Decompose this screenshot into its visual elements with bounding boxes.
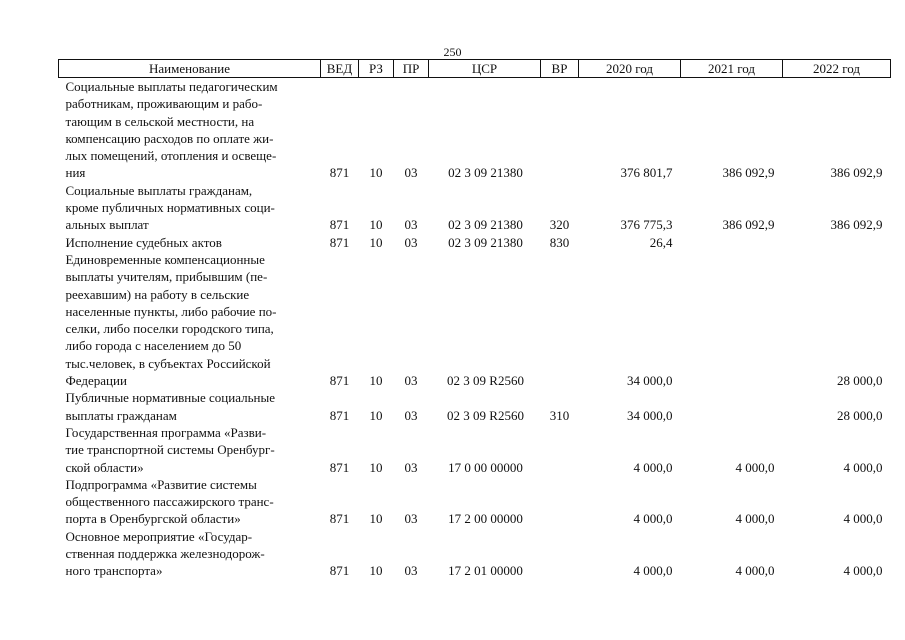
cell-2022 bbox=[783, 182, 891, 234]
cell-2022-value: 28 000,0 bbox=[837, 407, 883, 423]
cell-pr bbox=[394, 389, 429, 424]
cell-2022 bbox=[783, 528, 891, 580]
name-line: Подпрограмма «Развитие системы bbox=[65, 476, 257, 492]
name-line: тие транспортной системы Оренбург- bbox=[65, 442, 275, 458]
table-row bbox=[59, 424, 891, 476]
cell-2021 bbox=[681, 476, 783, 528]
cell-rz bbox=[359, 182, 394, 234]
cell-2021 bbox=[681, 182, 783, 234]
cell-2020 bbox=[579, 78, 681, 182]
cell-name bbox=[59, 528, 321, 580]
cell-pr bbox=[394, 182, 429, 234]
name-line: альных выплат bbox=[65, 217, 149, 233]
cell-2020 bbox=[579, 389, 681, 424]
cell-2022 bbox=[783, 424, 891, 476]
table-row bbox=[59, 251, 891, 389]
cell-name bbox=[59, 182, 321, 234]
cell-2022 bbox=[783, 476, 891, 528]
cell-vr bbox=[541, 389, 579, 424]
cell-2020-value: 376 801,7 bbox=[620, 165, 673, 181]
cell-vr bbox=[541, 528, 579, 580]
cell-csr bbox=[429, 476, 541, 528]
cell-rz-value: 10 bbox=[369, 373, 383, 389]
cell-2022 bbox=[783, 251, 891, 389]
name-line: ственная поддержка железнодорож- bbox=[65, 546, 265, 562]
name-line: выплаты гражданам bbox=[65, 407, 177, 423]
header-csr: ЦСР bbox=[429, 60, 541, 78]
cell-2022-value: 386 092,9 bbox=[830, 165, 883, 181]
cell-ved-value: 871 bbox=[329, 459, 350, 475]
cell-pr bbox=[394, 234, 429, 251]
cell-2020 bbox=[579, 528, 681, 580]
cell-vr-value: 310 bbox=[549, 407, 570, 423]
cell-csr bbox=[429, 528, 541, 580]
cell-rz-value: 10 bbox=[369, 459, 383, 475]
header-2020: 2020 год bbox=[579, 60, 681, 78]
cell-csr bbox=[429, 389, 541, 424]
cell-vr bbox=[541, 78, 579, 182]
cell-pr bbox=[394, 476, 429, 528]
cell-name bbox=[59, 424, 321, 476]
cell-ved bbox=[321, 182, 359, 234]
cell-rz bbox=[359, 251, 394, 389]
header-vr: ВР bbox=[541, 60, 579, 78]
cell-rz-value: 10 bbox=[369, 217, 383, 233]
cell-2020-value: 26,4 bbox=[649, 234, 673, 250]
name-line: лых помещений, отопления и освеще- bbox=[65, 148, 277, 164]
name-line: работникам, проживающим и рабо- bbox=[65, 96, 263, 112]
header-pr: ПР bbox=[394, 60, 429, 78]
cell-2020 bbox=[579, 476, 681, 528]
cell-2022-value: 4 000,0 bbox=[843, 459, 883, 475]
cell-ved bbox=[321, 234, 359, 251]
cell-csr bbox=[429, 251, 541, 389]
cell-2020 bbox=[579, 234, 681, 251]
name-line: ного транспорта» bbox=[65, 563, 163, 579]
cell-ved bbox=[321, 389, 359, 424]
cell-name bbox=[59, 78, 321, 182]
cell-csr-value: 02 3 09 21380 bbox=[448, 217, 523, 233]
name-line: выплаты учителям, прибывшим (пе- bbox=[65, 269, 268, 285]
name-line: тающим в сельской местности, на bbox=[65, 113, 255, 129]
cell-ved-value: 871 bbox=[329, 407, 350, 423]
table-row bbox=[59, 476, 891, 528]
cell-vr bbox=[541, 182, 579, 234]
cell-vr bbox=[541, 476, 579, 528]
cell-rz-value: 10 bbox=[369, 511, 383, 527]
cell-ved-value: 871 bbox=[329, 563, 350, 579]
cell-name bbox=[59, 476, 321, 528]
table-row bbox=[59, 78, 891, 182]
cell-2021 bbox=[681, 389, 783, 424]
table-row bbox=[59, 182, 891, 234]
cell-ved-value: 871 bbox=[329, 217, 350, 233]
cell-csr-value: 02 3 09 R2560 bbox=[447, 373, 524, 389]
name-line: ской области» bbox=[65, 459, 144, 475]
cell-pr bbox=[394, 424, 429, 476]
budget-table bbox=[58, 59, 891, 580]
cell-vr-value: 320 bbox=[549, 217, 570, 233]
cell-pr-value: 03 bbox=[404, 459, 418, 475]
cell-2020-value: 34 000,0 bbox=[627, 373, 673, 389]
cell-2021-value: 386 092,9 bbox=[722, 217, 775, 233]
cell-2020-value: 4 000,0 bbox=[633, 511, 673, 527]
page-number: 250 bbox=[443, 45, 462, 59]
header-ved: ВЕД bbox=[321, 60, 359, 78]
cell-csr-value: 02 3 09 R2560 bbox=[447, 407, 524, 423]
table-row bbox=[59, 389, 891, 424]
cell-ved-value: 871 bbox=[329, 234, 350, 250]
cell-pr-value: 03 bbox=[404, 373, 418, 389]
header-2021: 2021 год bbox=[681, 60, 783, 78]
cell-2020-value: 4 000,0 bbox=[633, 563, 673, 579]
cell-csr-value: 17 2 01 00000 bbox=[448, 563, 523, 579]
cell-csr bbox=[429, 78, 541, 182]
cell-ved-value: 871 bbox=[329, 511, 350, 527]
cell-rz-value: 10 bbox=[369, 234, 383, 250]
cell-2022-value: 28 000,0 bbox=[837, 373, 883, 389]
cell-name bbox=[59, 389, 321, 424]
cell-rz bbox=[359, 78, 394, 182]
cell-2020 bbox=[579, 251, 681, 389]
cell-2022-value: 4 000,0 bbox=[843, 511, 883, 527]
header-row bbox=[59, 60, 891, 78]
header-rz: РЗ bbox=[359, 60, 394, 78]
name-line: общественного пассажирского транс- bbox=[65, 494, 274, 510]
table-row bbox=[59, 234, 891, 251]
cell-pr-value: 03 bbox=[404, 234, 418, 250]
cell-2021 bbox=[681, 78, 783, 182]
cell-2021 bbox=[681, 424, 783, 476]
cell-ved bbox=[321, 251, 359, 389]
cell-pr bbox=[394, 251, 429, 389]
cell-2021 bbox=[681, 528, 783, 580]
cell-name bbox=[59, 234, 321, 251]
name-line: Исполнение судебных актов bbox=[65, 234, 222, 250]
cell-csr bbox=[429, 424, 541, 476]
cell-ved-value: 871 bbox=[329, 165, 350, 181]
cell-2022-value: 386 092,9 bbox=[830, 217, 883, 233]
table-row bbox=[59, 528, 891, 580]
name-line: Федерации bbox=[65, 373, 127, 389]
name-line: порта в Оренбургской области» bbox=[65, 511, 241, 527]
name-line: реехавшим) на работу в сельские bbox=[65, 286, 250, 302]
cell-2021-value: 4 000,0 bbox=[735, 511, 775, 527]
cell-vr-value: 830 bbox=[549, 234, 570, 250]
cell-csr bbox=[429, 182, 541, 234]
cell-2020-value: 4 000,0 bbox=[633, 459, 673, 475]
name-line: либо города с населением до 50 bbox=[65, 338, 242, 354]
header-name: Наименование bbox=[59, 60, 321, 78]
cell-pr-value: 03 bbox=[404, 407, 418, 423]
name-line: Публичные нормативные социальные bbox=[65, 390, 275, 406]
cell-rz-value: 10 bbox=[369, 165, 383, 181]
name-line: кроме публичных нормативных соци- bbox=[65, 200, 275, 216]
name-line: тыс.человек, в субъектах Российской bbox=[65, 355, 271, 371]
cell-2020-value: 376 775,3 bbox=[620, 217, 673, 233]
cell-rz bbox=[359, 234, 394, 251]
name-line: Основное мероприятие «Государ- bbox=[65, 528, 253, 544]
cell-ved bbox=[321, 476, 359, 528]
cell-ved bbox=[321, 528, 359, 580]
cell-csr bbox=[429, 234, 541, 251]
cell-2021-value: 4 000,0 bbox=[735, 459, 775, 475]
cell-2022-value: 4 000,0 bbox=[843, 563, 883, 579]
cell-rz bbox=[359, 528, 394, 580]
cell-2021 bbox=[681, 251, 783, 389]
cell-name bbox=[59, 251, 321, 389]
cell-pr bbox=[394, 78, 429, 182]
cell-2020 bbox=[579, 182, 681, 234]
header-2022: 2022 год bbox=[783, 60, 891, 78]
cell-csr-value: 02 3 09 21380 bbox=[448, 165, 523, 181]
cell-rz-value: 10 bbox=[369, 563, 383, 579]
cell-csr-value: 02 3 09 21380 bbox=[448, 234, 523, 250]
cell-rz-value: 10 bbox=[369, 407, 383, 423]
name-line: ния bbox=[65, 165, 86, 181]
cell-pr-value: 03 bbox=[404, 563, 418, 579]
cell-ved-value: 871 bbox=[329, 373, 350, 389]
cell-2022 bbox=[783, 389, 891, 424]
cell-2021-value: 386 092,9 bbox=[722, 165, 775, 181]
table-body bbox=[59, 78, 891, 580]
cell-2022 bbox=[783, 78, 891, 182]
cell-2022 bbox=[783, 234, 891, 251]
name-line: Социальные выплаты педагогическим bbox=[65, 79, 278, 94]
table-header bbox=[59, 60, 891, 78]
name-line: Социальные выплаты гражданам, bbox=[65, 182, 253, 198]
cell-2021 bbox=[681, 234, 783, 251]
name-line: компенсацию расходов по оплате жи- bbox=[65, 130, 274, 146]
name-line: Государственная программа «Разви- bbox=[65, 424, 267, 440]
cell-pr-value: 03 bbox=[404, 217, 418, 233]
cell-pr bbox=[394, 528, 429, 580]
cell-pr-value: 03 bbox=[404, 511, 418, 527]
cell-vr bbox=[541, 424, 579, 476]
name-line: Единовременные компенсационные bbox=[65, 251, 265, 267]
cell-2020 bbox=[579, 424, 681, 476]
cell-ved bbox=[321, 424, 359, 476]
cell-csr-value: 17 0 00 00000 bbox=[448, 459, 523, 475]
cell-vr bbox=[541, 234, 579, 251]
cell-csr-value: 17 2 00 00000 bbox=[448, 511, 523, 527]
cell-ved bbox=[321, 78, 359, 182]
cell-2020-value: 34 000,0 bbox=[627, 407, 673, 423]
cell-pr-value: 03 bbox=[404, 165, 418, 181]
cell-vr bbox=[541, 251, 579, 389]
cell-rz bbox=[359, 389, 394, 424]
cell-2021-value: 4 000,0 bbox=[735, 563, 775, 579]
name-line: селки, либо поселки городского типа, bbox=[65, 321, 274, 337]
name-line: населенные пункты, либо рабочие по- bbox=[65, 303, 277, 319]
cell-rz bbox=[359, 476, 394, 528]
cell-rz bbox=[359, 424, 394, 476]
